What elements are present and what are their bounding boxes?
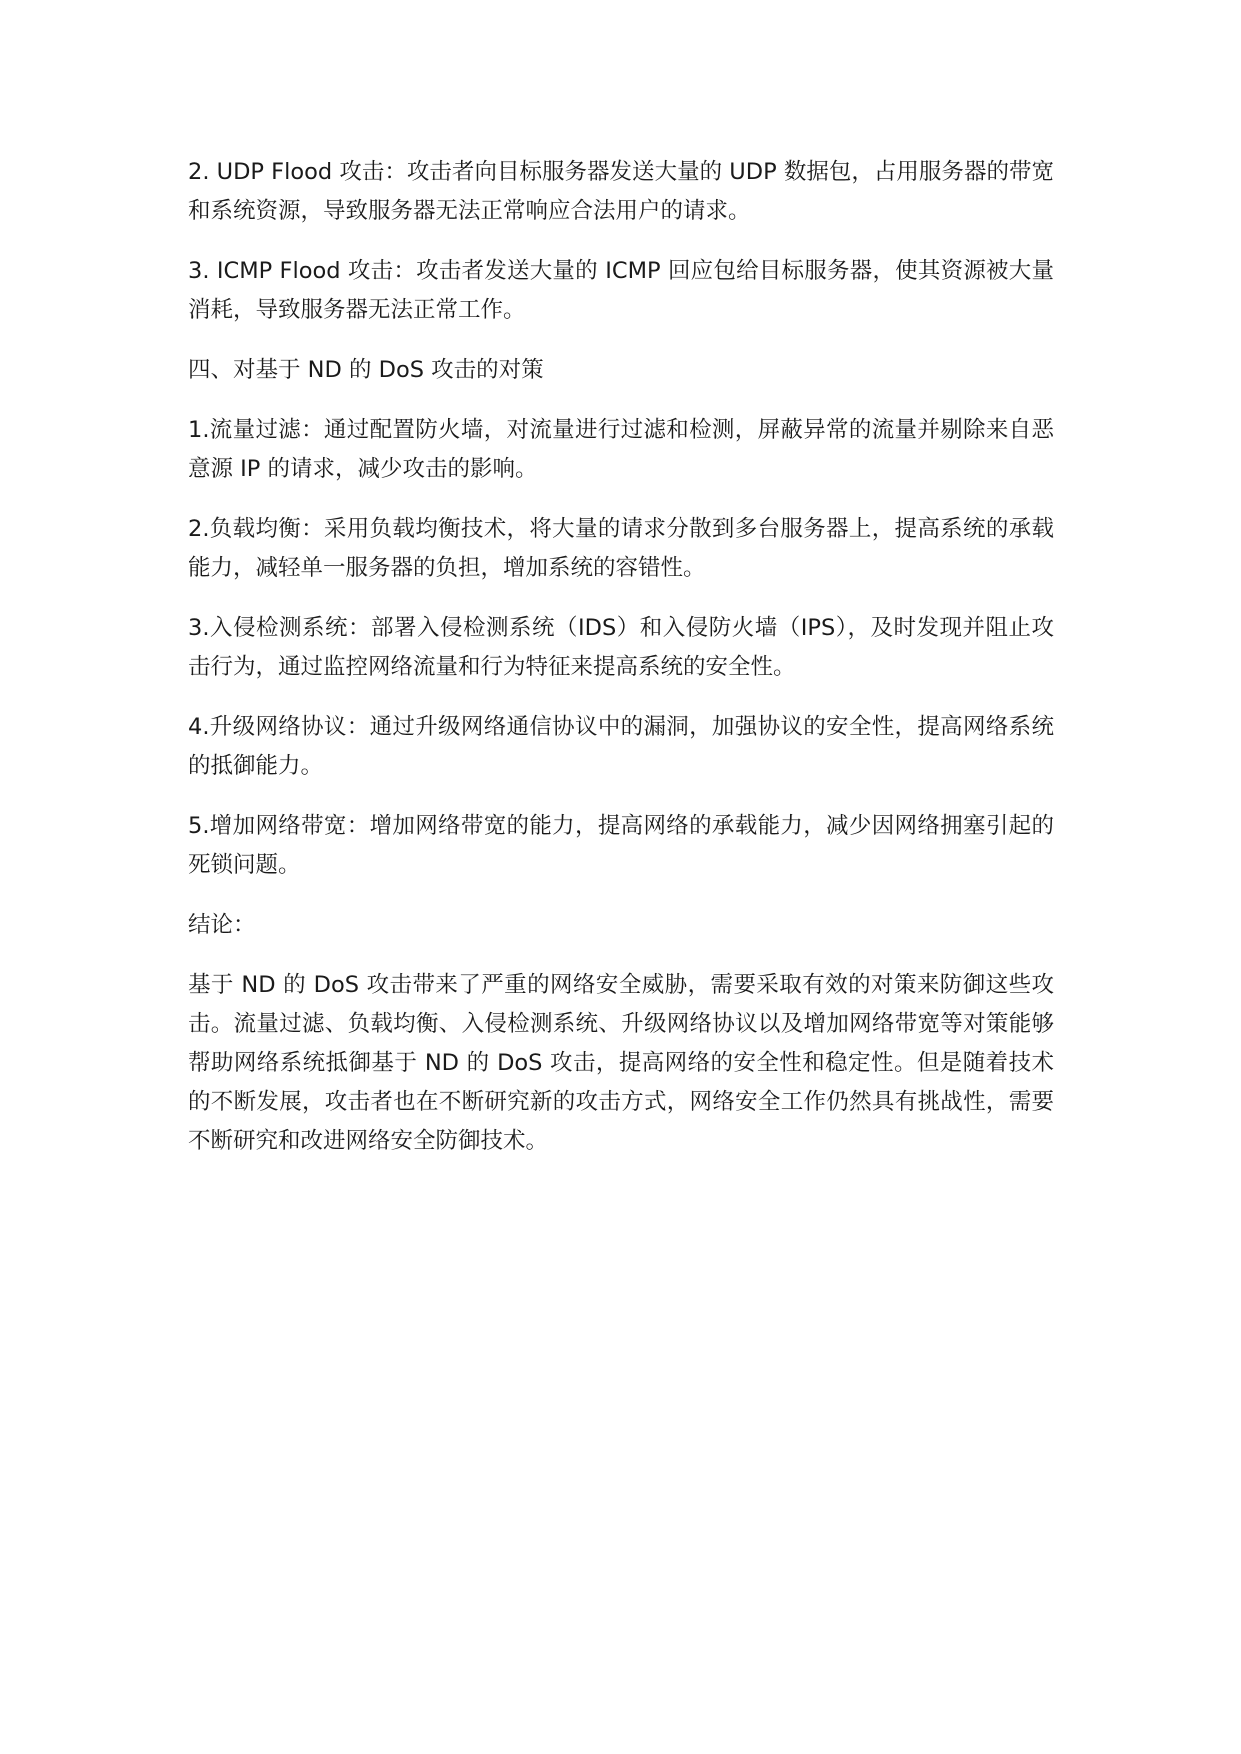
paragraph-icmp-flood: 3. ICMP Flood 攻击：攻击者发送大量的 ICMP 回应包给目标服务器，使其资源被大量消耗，导致服务器无法正常工作。	[188, 258, 1054, 323]
section-heading-countermeasures: 四、对基于 ND 的 DoS 攻击的对策	[188, 357, 544, 383]
paragraph-protocol-upgrade: 4.升级网络协议：通过升级网络通信协议中的漏洞，加强协议的安全性，提高网络系统的抵御能力。	[188, 714, 1054, 779]
paragraph-intrusion-detection: 3.入侵检测系统：部署入侵检测系统（IDS）和入侵防火墙（IPS），及时发现并阻止攻击行为，通过监控网络流量和行为特征来提高系统的安全性。	[188, 615, 1054, 680]
paragraph-traffic-filtering: 1.流量过滤：通过配置防火墙，对流量进行过滤和检测，屏蔽异常的流量并剔除来自恶意源 IP 的请求，减少攻击的影响。	[188, 417, 1054, 482]
paragraph-conclusion: 基于 ND 的 DoS 攻击带来了严重的网络安全威胁，需要采取有效的对策来防御这些攻击。流量过滤、负载均衡、入侵检测系统、升级网络协议以及增加网络带宽等对策能够帮助网络系统抵御基于 ND 的 DoS 攻击，提高网络的安全性和稳定性。但是随着技术的不断发展，攻击者也在不断研究新的攻击方式，网络安全工作仍然具有挑战性，需要不断研究和改进网络安全防御技术。	[188, 972, 1054, 1154]
paragraph-udp-flood: 2. UDP Flood 攻击：攻击者向目标服务器发送大量的 UDP 数据包，占用服务器的带宽和系统资源，导致服务器无法正常响应合法用户的请求。	[188, 159, 1054, 224]
paragraph-bandwidth-increase: 5.增加网络带宽：增加网络带宽的能力，提高网络的承载能力，减少因网络拥塞引起的死锁问题。	[188, 813, 1054, 878]
conclusion-heading: 结论：	[188, 912, 256, 938]
paragraph-load-balancing: 2.负载均衡：采用负载均衡技术，将大量的请求分散到多台服务器上，提高系统的承载能力，减轻单一服务器的负担，增加系统的容错性。	[188, 516, 1054, 581]
document-body	[188, 153, 1054, 1182]
